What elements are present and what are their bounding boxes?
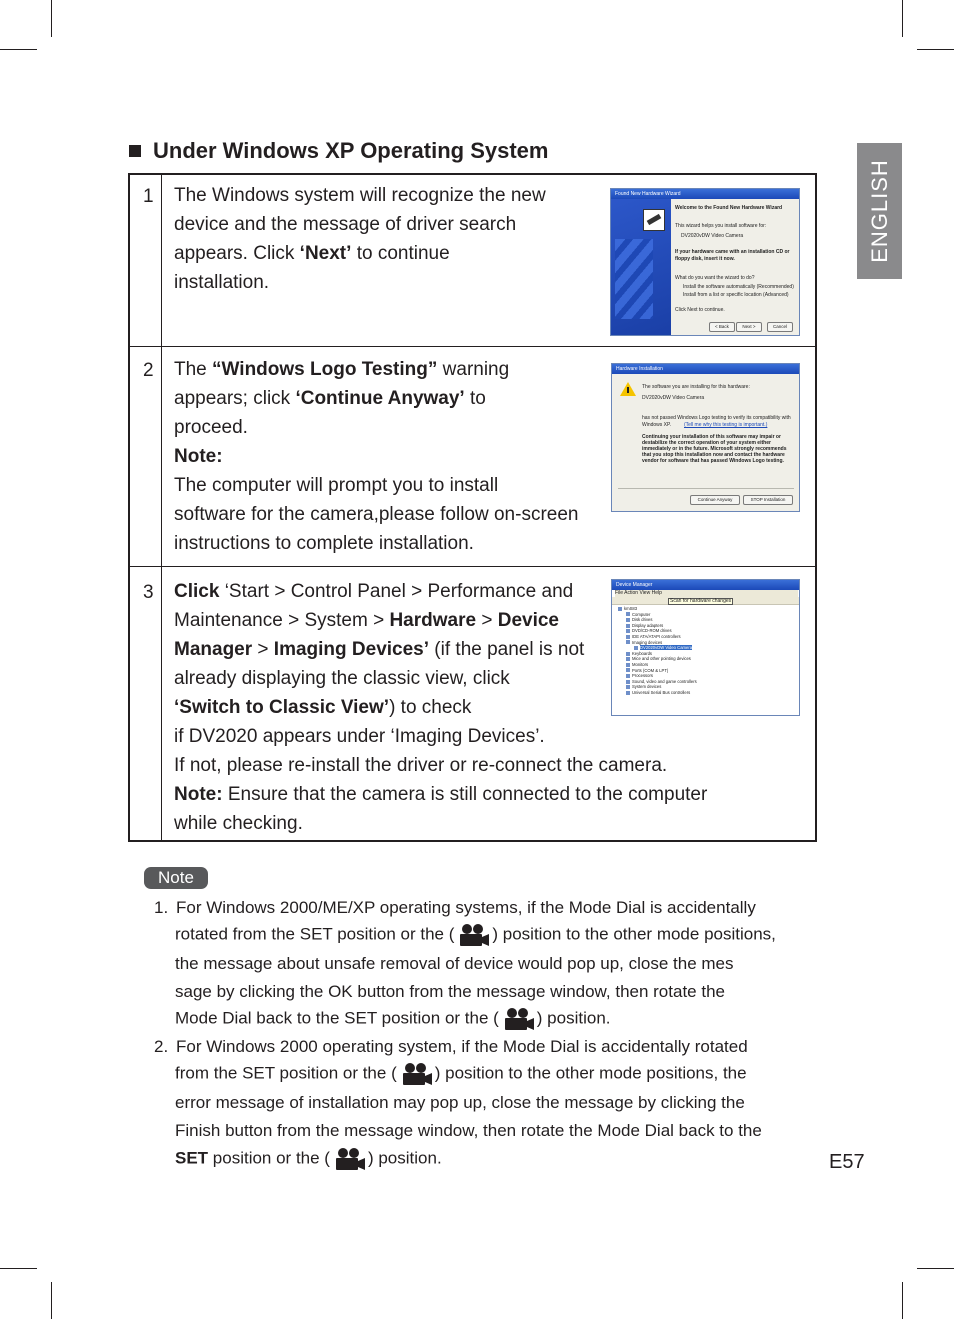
wizard-stripes: [615, 239, 653, 319]
text-bold: ‘Continue Anyway’: [295, 388, 465, 409]
hw-link: (Tell me why this testing is important.): [684, 422, 768, 428]
text-line: If not, please re-install the driver or re-connect the camera.: [174, 755, 668, 776]
device-tree-label: Ports (COM & LPT): [632, 667, 669, 673]
text-bold: Note:: [174, 784, 223, 805]
text-line: software for the camera,please follow on-screen: [174, 504, 579, 525]
text-span: (if the panel is not: [429, 639, 585, 660]
device-icon: [618, 607, 622, 611]
step-text: [174, 355, 578, 558]
wizard-option: Install from a list or specific location (Advanced): [683, 292, 789, 298]
device-tree-item: [618, 606, 637, 611]
step-text: [174, 181, 546, 297]
device-tree-label: Disk drives: [632, 617, 653, 623]
device-icon: [626, 691, 630, 695]
note-line: the message about unsafe removal of device would pop up, close the mes: [175, 954, 734, 973]
stop-installation-button: STOP Installation: [743, 495, 793, 505]
text-line: [174, 355, 578, 384]
hw-warning: Continuing your installation of this software may impair or destabilize the correct operation of your system either immediately or in the future. Microsoft strongly recommends that you stop this installation now and contact the hardware vendor for software that has passed Windows Logo testing.: [642, 434, 787, 464]
movie-camera-icon: [399, 1062, 433, 1086]
wizard-screenshot: [610, 188, 800, 336]
device-icon: [626, 668, 630, 672]
device-icon: [626, 640, 630, 644]
continue-anyway-button: Continue Anyway: [690, 495, 740, 505]
hardware-icon: [643, 209, 665, 231]
device-tree-item: [626, 679, 697, 684]
device-tree-item: [626, 623, 663, 628]
device-tree-label: kmS83: [624, 606, 638, 611]
text-line: [174, 442, 578, 471]
device-tree-label: Processors: [632, 673, 653, 679]
text-bold: Click: [174, 581, 220, 602]
crop-mark: [917, 1268, 954, 1269]
device-tree-label: System devices: [632, 684, 662, 690]
note-line: [175, 1147, 442, 1171]
step-row-1: [130, 175, 815, 347]
wizard-question: What do you want the wizard to do?: [675, 275, 755, 281]
text-span: ) to check: [389, 697, 472, 718]
hw-line: The software you are installing for this hardware:: [642, 384, 750, 390]
text-bold: Note:: [174, 446, 223, 467]
tooltip: Scan for hardware changes: [670, 598, 732, 604]
device-icon: [626, 612, 630, 616]
note-line: For Windows 2000 operating system, if the Mode Dial is accidentally rotated: [176, 1037, 748, 1056]
note-line: Finish button from the message window, then rotate the Mode Dial back to the: [175, 1121, 762, 1140]
device-tree-item: [626, 628, 672, 633]
device-tree-item: [626, 612, 650, 617]
text-span: ) position.: [536, 1008, 611, 1028]
wizard-continue: Click Next to continue.: [675, 307, 725, 313]
wizard-cancel-button: Cancel: [767, 322, 793, 332]
text-line: while checking.: [174, 813, 303, 834]
note-line: sage by clicking the OK button from the message window, then rotate the: [175, 982, 725, 1001]
device-tree-item: [626, 656, 691, 661]
text-span: to continue: [351, 243, 450, 264]
step-row-3: [130, 566, 815, 840]
text-span: ‘Start > Control Panel > Performance and: [219, 581, 574, 602]
device-tree-label: Sound, video and game controllers: [632, 678, 697, 684]
step-number: 1: [143, 186, 154, 207]
movie-camera-icon: [332, 1147, 366, 1171]
text-line: The computer will prompt you to install: [174, 475, 499, 496]
device-tree-item: [626, 673, 653, 678]
text-line: proceed.: [174, 417, 248, 438]
step-number: 3: [143, 582, 154, 603]
text-line: device and the message of driver search: [174, 214, 517, 235]
wizard-next-button: Next >: [736, 322, 762, 332]
text-bold: Hardware: [389, 610, 477, 631]
wizard-option: Install the software automatically (Recommended): [683, 284, 794, 290]
crop-mark: [0, 49, 37, 50]
text-bold: Imaging Devices’: [273, 639, 430, 660]
text-line: The Windows system will recognize the new: [174, 185, 546, 206]
note-line: [175, 1007, 611, 1031]
language-tab: [857, 143, 902, 279]
language-tab-label: ENGLISH: [866, 159, 892, 263]
text-span: Ensure that the camera is still connected to the computer: [222, 784, 708, 805]
text-span: >: [476, 610, 498, 631]
device-tree-label: Monitors: [632, 662, 649, 667]
device-tree-item: [626, 651, 652, 656]
text-span: ) position to the other mode positions,: [492, 924, 776, 944]
text-span: appears. Click: [174, 243, 300, 264]
text-bold: “Windows Logo Testing”: [212, 359, 438, 380]
device-icon: [626, 618, 630, 622]
window-title: Hardware Installation: [612, 364, 799, 374]
wizard-line: This wizard helps you install software for:: [675, 223, 767, 229]
device-icon: [626, 657, 630, 661]
text-line: [174, 384, 578, 413]
device-tree-label: DVD/CD-ROM drives: [632, 628, 672, 634]
device-tree-label: Computer: [632, 611, 651, 617]
section-title: [129, 138, 548, 164]
text-bold: ‘Switch to Classic View’: [174, 697, 390, 718]
wizard-back-button: < Back: [709, 322, 735, 332]
device-tree-item: [634, 645, 692, 650]
device-tree-label: Imaging devices: [632, 639, 663, 645]
wizard-device: DV2020vDW Video Camera: [681, 233, 744, 239]
text-line: already displaying the classic view, click: [174, 668, 510, 689]
step-row-2: [130, 346, 815, 567]
text-span: to: [464, 388, 486, 409]
text-line: instructions to complete installation.: [174, 533, 474, 554]
wizard-heading: Welcome to the Found New Hardware Wizard: [675, 205, 783, 211]
note-marker: 2.: [154, 1037, 169, 1056]
warning-icon-mark: [627, 387, 629, 393]
device-tree-label: Display adapters: [632, 622, 664, 628]
note-line: error message of installation may pop up, close the message by clicking the: [175, 1093, 745, 1112]
text-span: The: [174, 359, 213, 380]
device-tree-item: [626, 684, 661, 689]
wizard-side-panel: [611, 199, 671, 336]
text-line: if DV2020 appears under ‘Imaging Devices’.: [174, 726, 545, 747]
device-tree-label: Universal Serial Bus controllers: [632, 690, 691, 695]
device-tree-label: Keyboards: [632, 650, 653, 656]
text-span: Mode Dial back to the SET position or the (: [175, 1008, 499, 1028]
device-tree-item: [626, 634, 681, 639]
window-title: Device Manager: [612, 580, 799, 590]
step-number: 2: [143, 360, 154, 381]
text-line: [174, 780, 707, 809]
section-title-text: Under Windows XP Operating System: [153, 138, 549, 163]
device-tree-item: [626, 640, 662, 645]
text-span: from the SET position or the (: [175, 1063, 397, 1083]
text-line: [174, 239, 546, 268]
device-tree-label: IDE ATA/ATAPI controllers: [632, 634, 681, 639]
text-span: position or the (: [208, 1148, 330, 1168]
device-icon: [626, 663, 630, 667]
crop-mark: [51, 1282, 52, 1319]
text-bold: SET: [175, 1148, 209, 1168]
movie-camera-icon: [501, 1007, 535, 1031]
menu-bar: File Action View Help: [615, 590, 798, 597]
device-tree-item: [626, 662, 648, 667]
bullet-square-icon: [129, 145, 141, 157]
text-span: appears; click: [174, 388, 296, 409]
device-icon: [626, 685, 630, 689]
crop-mark: [902, 1282, 903, 1319]
text-bold: Device: [497, 610, 559, 631]
text-line: installation.: [174, 272, 270, 293]
device-manager-screenshot: [611, 579, 800, 716]
device-icon: [626, 674, 630, 678]
crop-mark: [51, 0, 52, 37]
crop-mark: [902, 0, 903, 37]
device-tree-item: [626, 690, 690, 695]
note-badge: Note: [144, 867, 208, 889]
text-span: rotated from the SET position or the (: [175, 924, 455, 944]
device-tree-label: DV2020vDW Video Camera: [640, 645, 693, 651]
text-span: >: [252, 639, 274, 660]
divider: [618, 488, 794, 489]
text-span: Maintenance > System >: [174, 610, 390, 631]
device-icon: [626, 624, 630, 628]
hw-device: DV2020vDW Video Camera: [642, 395, 705, 401]
crop-mark: [917, 49, 954, 50]
device-tree-label: Mice and other pointing devices: [632, 656, 691, 662]
device-icon: [626, 652, 630, 656]
wizard-cd-note: If your hardware came with an installation CD or floppy disk, insert it now.: [675, 249, 790, 262]
text-bold: ‘Next’: [299, 243, 352, 264]
step-number-cell: [130, 566, 162, 840]
note-line: [175, 923, 776, 947]
device-icon: [626, 635, 630, 639]
note-marker: 1.: [154, 898, 169, 917]
movie-camera-icon: [456, 923, 490, 947]
note-line: For Windows 2000/ME/XP operating systems, if the Mode Dial is accidentally: [176, 898, 756, 917]
hw-line: has not passed Windows Logo testing to verify its compatibility with Windows XP.: [642, 415, 791, 428]
device-tree-item: [626, 617, 652, 622]
text-span: ) position.: [367, 1148, 442, 1168]
crop-mark: [0, 1268, 37, 1269]
device-icon: [626, 680, 630, 684]
note-line: [175, 1062, 747, 1086]
hardware-installation-screenshot: [611, 363, 800, 512]
device-icon: [626, 629, 630, 633]
text-span: warning: [437, 359, 510, 380]
page-number: E57: [829, 1151, 865, 1173]
window-title: Found New Hardware Wizard: [611, 189, 799, 199]
device-icon: [634, 646, 638, 650]
device-tree-item: [626, 668, 668, 673]
text-span: ) position to the other mode positions, the: [434, 1063, 747, 1083]
text-bold: Manager: [174, 639, 253, 660]
steps-table: [128, 173, 817, 842]
